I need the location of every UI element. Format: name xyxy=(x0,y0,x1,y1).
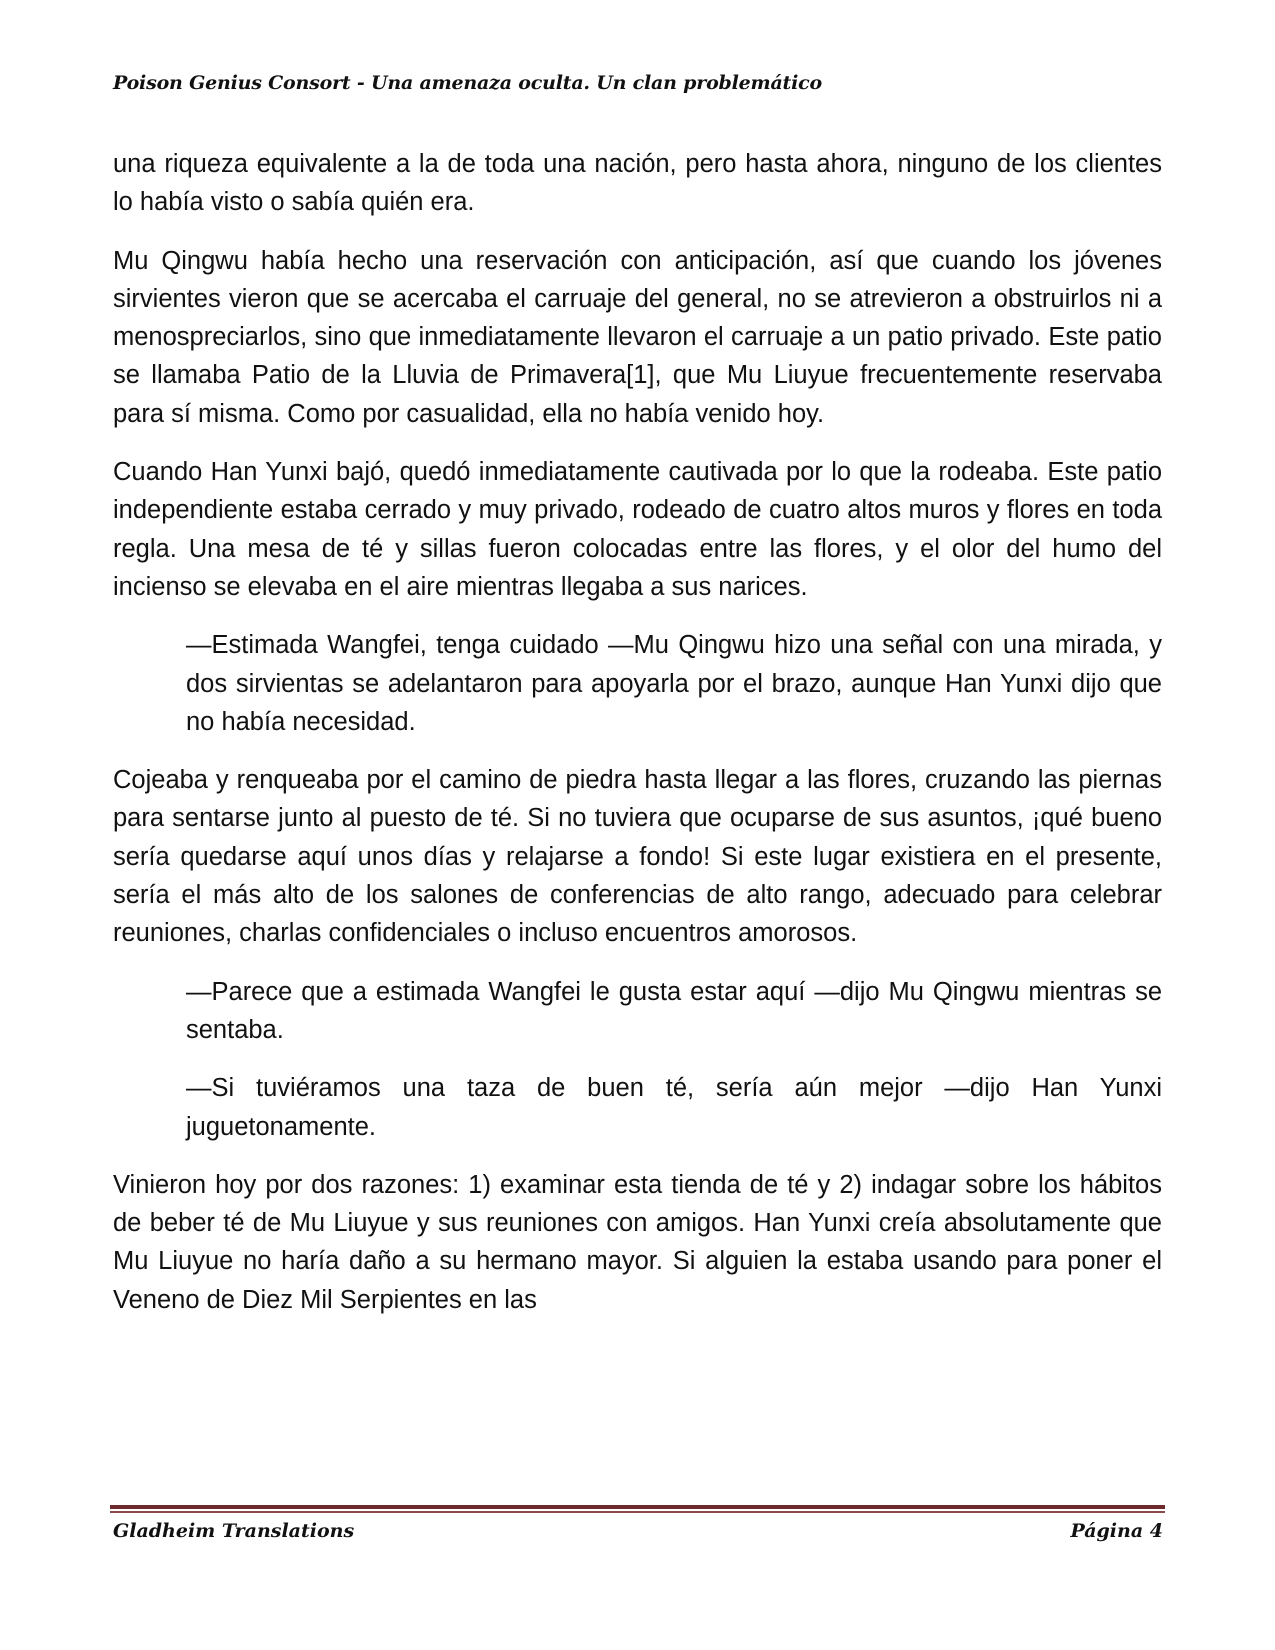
footer-publisher: Gladheim Translations xyxy=(113,1520,355,1542)
paragraph-1: una riqueza equivalente a la de toda una nación, pero hasta ahora, ninguno de los clientes lo había visto o sabía quién era. xyxy=(113,150,1162,217)
page-header-title: Poison Genius Consort - Una amenaza oculta. Un clan problemático xyxy=(113,72,822,94)
dialog-paragraph-1: —Estimada Wangfei, tenga cuidado —Mu Qingwu hizo una señal con una mirada, y dos sirvientas se adelantaron para apoyarla por el brazo, aunque Han Yunxi dijo que no había necesidad. xyxy=(186,631,1162,736)
paragraph-2: Mu Qingwu había hecho una reservación con anticipación, así que cuando los jóvenes sirvientes vieron que se acercaba el carruaje del general, no se atrevieron a obstruirlos ni a menospreciarlos, sino que inmediatamente llevaron el carruaje a un patio privado. Este patio se llamaba Patio de la Lluvia de Primavera[1], que Mu Liuyue frecuentemente reservaba para sí misma. Como por casualidad, ella no había venido hoy. xyxy=(113,246,1162,428)
dialog-paragraph-2: —Parece que a estimada Wangfei le gusta estar aquí —dijo Mu Qingwu mientras se sentaba. xyxy=(186,977,1162,1044)
footer-divider-thin xyxy=(110,1511,1165,1513)
paragraph-5: Vinieron hoy por dos razones: 1) examinar esta tienda de té y 2) indagar sobre los hábitos de beber té de Mu Liuyue y sus reuniones con amigos. Han Yunxi creía absolutamente que Mu Liuyue no haría daño a su hermano mayor. Si alguien la estaba usando para poner el Veneno de Diez Mil Serpientes en las xyxy=(113,1170,1162,1314)
paragraph-3: Cuando Han Yunxi bajó, quedó inmediatamente cautivada por lo que la rodeaba. Este patio independiente estaba cerrado y muy privado, rodeado de cuatro altos muros y flores en toda regla. Una mesa de té y sillas fueron colocadas entre las flores, y el olor del humo del incienso se elevaba en el aire mientras llegaba a sus narices. xyxy=(113,458,1162,601)
footer-divider-thick xyxy=(110,1505,1165,1509)
paragraph-4: Cojeaba y renqueaba por el camino de piedra hasta llegar a las flores, cruzando las piernas para sentarse junto al puesto de té. Si no tuviera que ocuparse de sus asuntos, ¡qué bueno sería quedarse aquí unos días y relajarse a fondo! Si este lugar existiera en el presente, sería el más alto de los salones de conferencias de alto rango, adecuado para celebrar reuniones, charlas confidenciales o incluso encuentros amorosos. xyxy=(113,766,1162,948)
dialog-paragraph-3: —Si tuviéramos una taza de buen té, sería aún mejor —dijo Han Yunxi juguetonamente. xyxy=(186,1074,1162,1141)
body-text xyxy=(113,145,1162,1339)
footer-page-number: Página 4 xyxy=(1070,1520,1163,1542)
